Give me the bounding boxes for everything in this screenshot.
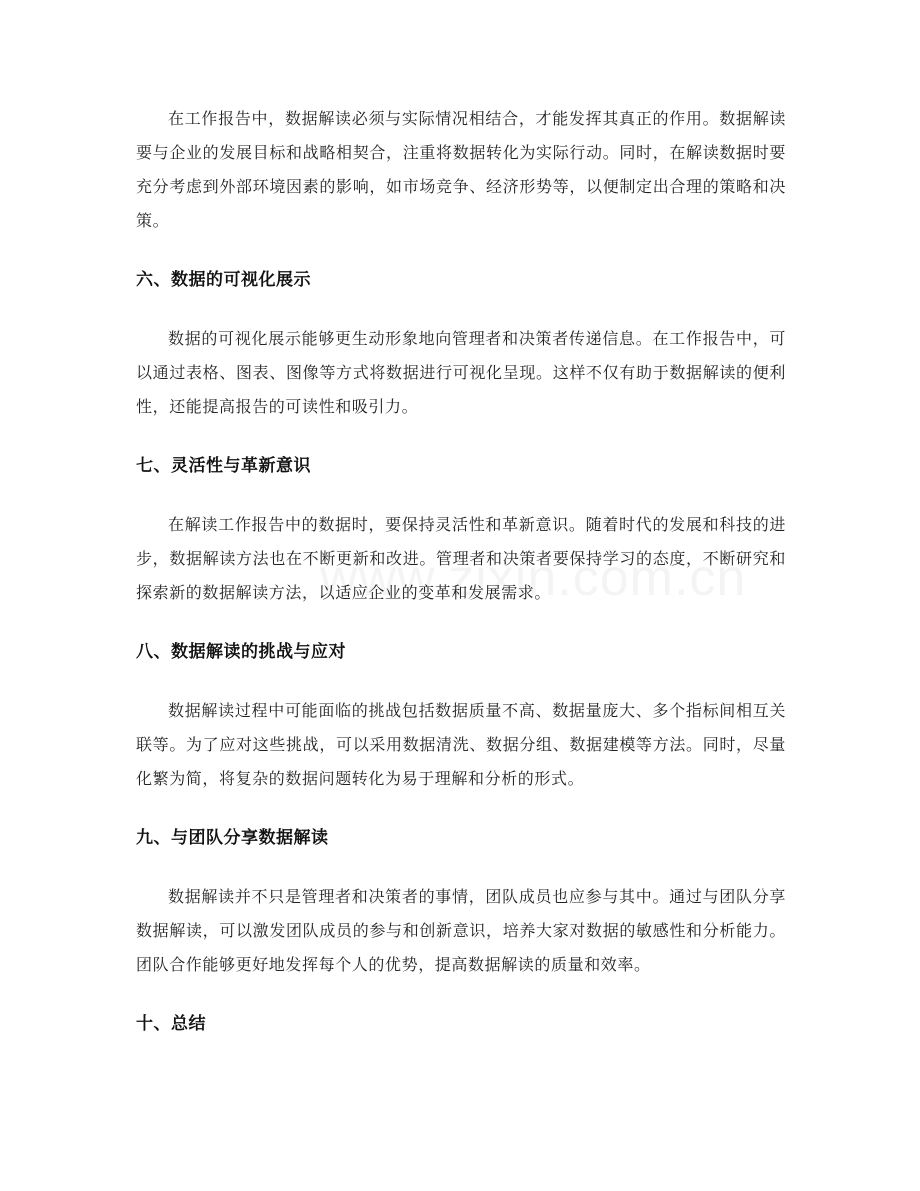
heading-section-9: 九、与团队分享数据解读 — [136, 828, 329, 848]
paragraph-section-8: 数据解读过程中可能面临的挑战包括数据质量不高、数据量庞大、多个指标间相互关联等。为了应对这些挑战，可以采用数据清洗、数据分组、数据建模等方法。同时，尽量化繁为简，将复杂的数据问题转化为易于理解和分析的形式。 — [136, 701, 786, 788]
paragraph-section-7: 在解读工作报告中的数据时，要保持灵活性和革新意识。随着时代的发展和科技的进步，数据解读方法也在不断更新和改进。管理者和决策者要保持学习的态度，不断研究和探索新的数据解读方法，以适应企业的变革和发展需求。 — [136, 515, 786, 602]
paragraph-data-interpretation-context: 在工作报告中，数据解读必须与实际情况相结合，才能发挥其真正的作用。数据解读要与企业的发展目标和战略相契合，注重将数据转化为实际行动。同时，在解读数据时要充分考虑到外部环境因素的影响，如市场竞争、经济形势等，以便制定出合理的策略和决策。 — [136, 109, 786, 230]
document-body — [136, 102, 786, 1041]
heading-section-6: 六、数据的可视化展示 — [136, 270, 311, 290]
heading-section-8: 八、数据解读的挑战与应对 — [136, 642, 346, 662]
paragraph-section-6: 数据的可视化展示能够更生动形象地向管理者和决策者传递信息。在工作报告中，可以通过表格、图表、图像等方式将数据进行可视化呈现。这样不仅有助于数据解读的便利性，还能提高报告的可读性和吸引力。 — [136, 329, 786, 416]
paragraph-section-9: 数据解读并不只是管理者和决策者的事情，团队成员也应参与其中。通过与团队分享数据解读，可以激发团队成员的参与和创新意识，培养大家对数据的敏感性和分析能力。团队合作能够更好地发挥每个人的优势，提高数据解读的质量和效率。 — [136, 887, 786, 974]
heading-section-10: 十、总结 — [136, 1014, 206, 1034]
heading-section-7: 七、灵活性与革新意识 — [136, 456, 311, 476]
